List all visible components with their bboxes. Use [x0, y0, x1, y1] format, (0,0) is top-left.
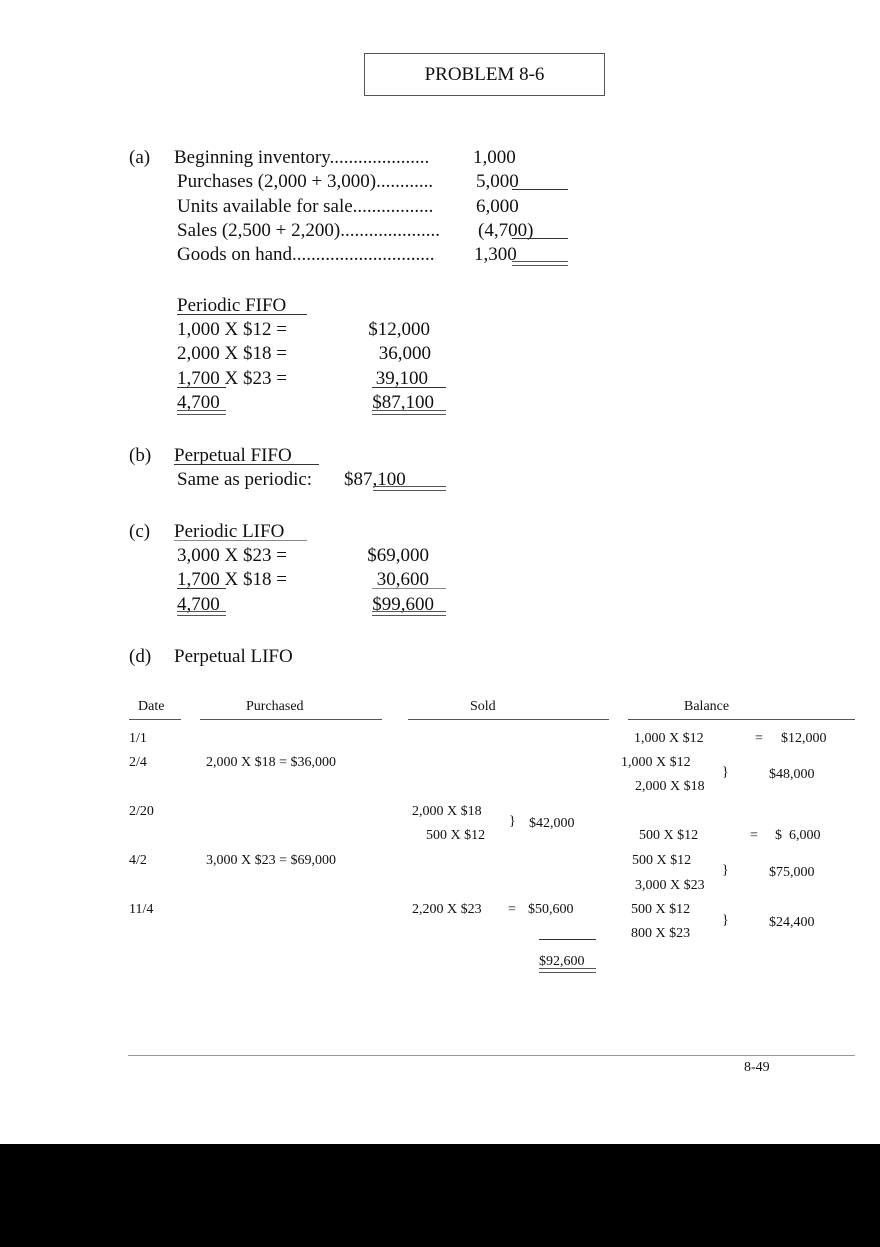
row-2-balance-total: $48,000: [769, 767, 815, 782]
row-4-purchased: 3,000 X $23 = $69,000: [206, 853, 337, 868]
fifo-calc-1: 1,000 X $12 =: [177, 319, 287, 340]
row-3-balance-total: $ 6,000: [775, 828, 821, 843]
periodic-lifo-heading: Periodic LIFO: [174, 521, 285, 542]
lifo-total-amount: $99,600: [372, 594, 434, 615]
row-2-purchased: 2,000 X $18 = $36,000: [206, 755, 337, 770]
row-5-balance-line-1: 500 X $12: [631, 902, 691, 917]
lifo-total-units: 4,700: [177, 594, 220, 615]
row-3-balance-line-1: 500 X $12: [639, 828, 699, 843]
row-4-date: 4/2: [129, 853, 147, 868]
col-header-date-rule: [129, 719, 181, 720]
row-5-sold-line-1: 2,200 X $23: [412, 902, 482, 917]
perpetual-fifo-heading: Perpetual FIFO: [174, 445, 292, 466]
sold-grand-total-double-underline: [539, 968, 596, 973]
lifo-calc-2-underline: [177, 588, 226, 589]
col-header-sold-rule: [408, 719, 609, 720]
row-5-balance-line-2: 800 X $23: [631, 926, 691, 941]
row-2-date: 2/4: [129, 755, 147, 770]
lifo-total-amount-double-underline: [372, 611, 446, 616]
col-header-date: Date: [138, 699, 165, 714]
lifo-calc-1: 3,000 X $23 =: [177, 545, 287, 566]
fifo-calc-3: 1,700 X $23 =: [177, 368, 287, 389]
lifo-total-units-double-underline: [177, 611, 226, 616]
lifo-amount-2: 30,600: [376, 569, 429, 590]
perpetual-fifo-amount: $87,100: [344, 469, 406, 490]
row-3-sold-brace-icon: }: [509, 814, 516, 829]
purchases-underline: [512, 189, 568, 190]
purchases-label: Purchases (2,000 + 3,000)............: [177, 171, 434, 192]
bottom-black-band: [0, 1144, 880, 1247]
row-4-balance-line-2: 3,000 X $23: [635, 878, 705, 893]
lifo-amount-1: $69,000: [367, 545, 429, 566]
row-3-date: 2/20: [129, 804, 154, 819]
col-header-balance: Balance: [684, 699, 730, 714]
perpetual-fifo-double-underline: [373, 486, 446, 491]
units-available-value: 6,000: [476, 196, 519, 217]
col-header-sold: Sold: [470, 699, 496, 714]
row-4-balance-brace-icon: }: [722, 863, 729, 878]
problem-title: PROBLEM 8-6: [364, 53, 605, 96]
row-2-balance-brace-icon: }: [722, 765, 729, 780]
row-3-sold-line-1: 2,000 X $18: [412, 804, 482, 819]
periodic-fifo-heading: Periodic FIFO: [177, 295, 287, 316]
perpetual-lifo-heading: Perpetual LIFO: [174, 646, 293, 667]
sales-underline: [512, 238, 568, 239]
goods-on-hand-label: Goods on hand..............................: [177, 244, 435, 265]
lifo-calc-2: 1,700 X $18 =: [177, 569, 287, 590]
periodic-fifo-heading-underline: [177, 314, 307, 315]
row-5-sold-total: $50,600: [528, 902, 574, 917]
lifo-amount-2-underline: [372, 588, 446, 589]
row-4-balance-total: $75,000: [769, 865, 815, 880]
col-header-balance-rule: [628, 719, 855, 720]
page-number: 8-49: [744, 1060, 770, 1075]
row-3-sold-line-2: 500 X $12: [426, 828, 486, 843]
periodic-lifo-heading-underline: [174, 540, 307, 541]
row-3-sold-total: $42,000: [529, 816, 575, 831]
col-header-purchased-rule: [200, 719, 382, 720]
fifo-amount-1: $12,000: [368, 319, 430, 340]
sales-label: Sales (2,500 + 2,200).....................: [177, 220, 440, 241]
fifo-total-amount: $87,100: [372, 392, 434, 413]
fifo-calc-3-underline: [177, 387, 226, 388]
fifo-total-units: 4,700: [177, 392, 220, 413]
sales-value: (4,700): [478, 220, 534, 241]
row-4-balance-line-1: 500 X $12: [632, 853, 692, 868]
row-5-balance-total: $24,400: [769, 915, 815, 930]
row-1-balance-total: $12,000: [781, 731, 827, 746]
row-5-date: 11/4: [129, 902, 154, 917]
row-5-sold-eq: =: [508, 902, 516, 917]
fifo-amount-3: 39,100: [375, 368, 428, 389]
goods-on-hand-value: 1,300: [474, 244, 517, 265]
fifo-total-amount-double-underline: [372, 410, 446, 415]
col-header-purchased: Purchased: [246, 699, 304, 714]
part-a-label: (a): [129, 147, 151, 168]
same-as-periodic-text: Same as periodic:: [177, 469, 313, 490]
row-2-balance-line-1: 1,000 X $12: [621, 755, 691, 770]
row-3-balance-eq: =: [750, 828, 758, 843]
row-1-balance-line-1: 1,000 X $12: [634, 731, 704, 746]
row-2-balance-line-2: 2,000 X $18: [635, 779, 705, 794]
fifo-total-units-double-underline: [177, 410, 226, 415]
part-d-label: (d): [129, 646, 152, 667]
goods-on-hand-double-underline: [512, 261, 568, 266]
row-1-balance-eq: =: [755, 731, 763, 746]
part-c-label: (c): [129, 521, 151, 542]
fifo-amount-2: 36,000: [378, 343, 431, 364]
sold-subtotal-rule: [539, 939, 596, 940]
footer-rule: [128, 1055, 855, 1056]
beginning-inventory-label: Beginning inventory.....................: [174, 147, 430, 168]
purchases-value: 5,000: [476, 171, 519, 192]
part-b-label: (b): [129, 445, 152, 466]
fifo-amount-3-underline: [372, 387, 446, 388]
fifo-calc-2: 2,000 X $18 =: [177, 343, 287, 364]
beginning-inventory-value: 1,000: [473, 147, 516, 168]
perpetual-fifo-heading-underline: [174, 464, 319, 465]
row-5-balance-brace-icon: }: [722, 913, 729, 928]
row-1-date: 1/1: [129, 731, 147, 746]
units-available-label: Units available for sale.................: [177, 196, 434, 217]
sold-grand-total: $92,600: [539, 954, 585, 969]
